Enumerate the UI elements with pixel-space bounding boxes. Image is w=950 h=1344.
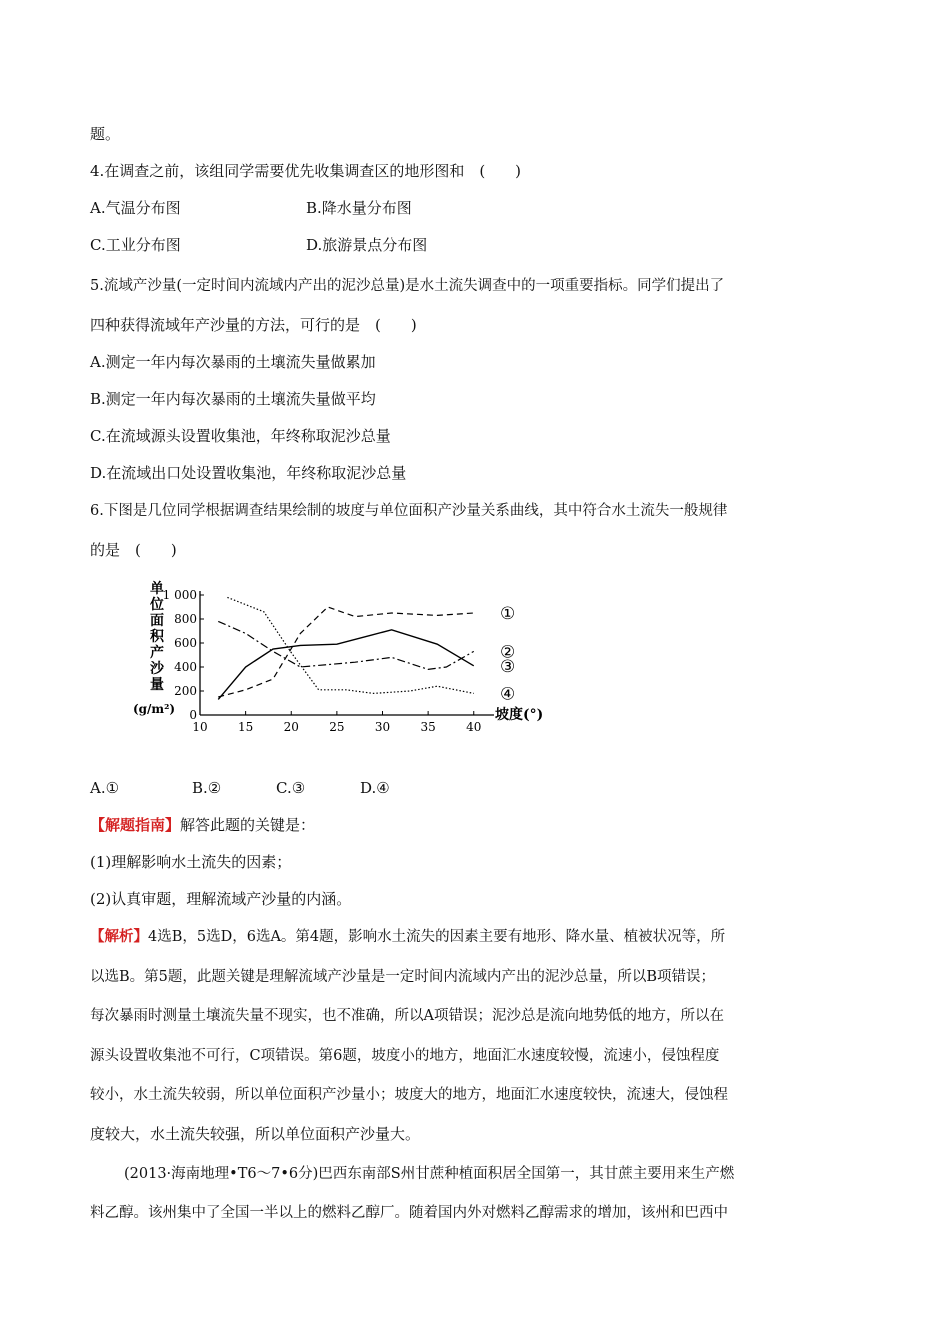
x-tick-label: 20 (283, 720, 299, 734)
q4-option-a: A.气温分布图 (90, 199, 181, 217)
guide-heading (90, 815, 315, 835)
y-tick-label: 600 (174, 636, 197, 650)
guide-tag: 【解题指南】 (90, 816, 181, 834)
x-axis-label: 坡度(°) (495, 707, 544, 723)
y-tick-label: 0 (189, 708, 197, 722)
analysis-line5: 较小，水土流失较弱，所以单位面积产沙量小；坡度大的地方，地面汇水速度较快，流速大，侵蚀程 (90, 1087, 728, 1103)
question-4: 4.在调查之前，该组同学需要优先收集调查区的地形图和 ( ) (90, 162, 522, 180)
continued-text: 题。 (90, 125, 121, 143)
y-tick-label: 400 (174, 660, 197, 674)
y-tick-label: 1 000 (162, 588, 197, 602)
analysis-line6: 度较大，水土流失较强，所以单位面积产沙量大。 (90, 1125, 421, 1143)
analysis-line3: 每次暴雨时测量土壤流失量不现实，也不准确，所以A项错误；泥沙总是流向地势低的地方，所以在 (90, 1008, 724, 1024)
series-line-3 (218, 630, 474, 700)
y-axis-label-char: 产 (150, 645, 164, 661)
q6-option-d: D.④ (360, 779, 390, 797)
series-line-1 (218, 607, 474, 697)
y-axis-label-char: 沙 (150, 661, 164, 677)
x-tick-label: 35 (420, 720, 436, 734)
next-question-line1: (2013·海南地理•T6～7•6分)巴西东南部S州甘蔗种植面积居全国第一，其甘蔗主要用来生产燃 (124, 1166, 735, 1182)
q5-option-d: D.在流域出口处设置收集池，年终称取泥沙总量 (90, 464, 407, 482)
next-question-line2: 料乙醇。该州集中了全国一半以上的燃料乙醇厂。随着国内外对燃料乙醇需求的增加，该州和巴西中 (90, 1205, 728, 1221)
analysis-line4: 源头设置收集池不可行，C项错误。第6题，坡度小的地方，地面汇水速度较慢，流速小，侵蚀程度 (90, 1048, 720, 1064)
question-5-line1: 5.流域产沙量(一定时间内流域内产出的泥沙总量)是水土流失调查中的一项重要指标。同学们提出了 (90, 278, 725, 294)
analysis-tag: 【解析】 (90, 928, 148, 945)
y-tick-label: 200 (174, 684, 197, 698)
x-tick-label: 15 (237, 720, 254, 734)
q4-option-c: C.工业分布图 (90, 236, 181, 254)
y-axis-label-char: 积 (150, 629, 164, 645)
analysis-line2: 以选B。第5题，此题关键是理解流域产沙量是一定时间内流域内产出的泥沙总量，所以B项错误； (90, 969, 716, 985)
y-axis-unit: (g/m²) (132, 702, 176, 716)
q6-option-a: A.① (90, 779, 120, 797)
analysis-text-1: 4选B，5选D，6选A。第4题，影响水土流失的因素主要有地形、降水量、植被状况等，所 (148, 929, 726, 945)
x-tick-label: 30 (374, 720, 391, 734)
x-tick-label: 25 (329, 720, 345, 734)
q4-option-b: B.降水量分布图 (306, 199, 412, 217)
series-label-4: ④ (500, 684, 516, 705)
guide-text: 解答此题的关键是： (180, 816, 316, 834)
series-line-2 (218, 621, 474, 669)
y-axis-label-char: 单 (150, 581, 164, 597)
q5-option-c: C.在流域源头设置收集池，年终称取泥沙总量 (90, 427, 391, 445)
q4-option-d: D.旅游景点分布图 (306, 236, 428, 254)
series-label-1: ① (500, 604, 516, 624)
q6-option-b: B.② (192, 779, 222, 797)
x-tick-label: 10 (192, 720, 208, 734)
guide-point-2: (2)认真审题，理解流域产沙量的内涵。 (90, 890, 352, 908)
question-5-line2: 四种获得流域年产沙量的方法，可行的是 ( ) (90, 316, 417, 334)
series-label-2: ② (500, 642, 516, 663)
y-axis-label-char: 面 (150, 613, 164, 629)
y-axis-label-char: 位 (150, 597, 164, 613)
slope-sediment-chart (120, 575, 580, 745)
q5-option-a: A.测定一年内每次暴雨的土壤流失量做累加 (90, 353, 376, 371)
q6-option-c: C.③ (276, 779, 306, 797)
question-6-line1: 6.下图是几位同学根据调查结果绘制的坡度与单位面积产沙量关系曲线，其中符合水土流失一般规律 (90, 503, 728, 519)
x-tick-label: 40 (466, 720, 482, 734)
series-label-3: ③ (500, 656, 516, 677)
guide-point-1: (1)理解影响水土流失的因素； (90, 853, 292, 871)
analysis-line1 (90, 927, 725, 947)
y-tick-label: 800 (174, 612, 197, 626)
q5-option-b: B.测定一年内每次暴雨的土壤流失量做平均 (90, 390, 376, 408)
question-6-line2: 的是 ( ) (90, 541, 177, 559)
y-axis-label-char: 量 (150, 677, 164, 693)
